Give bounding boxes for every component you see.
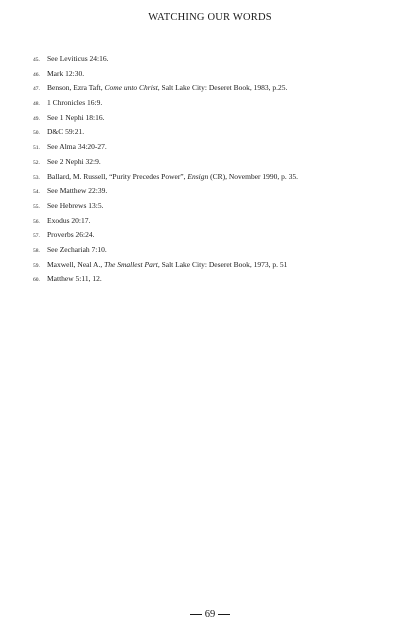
endnote-number: 55. — [33, 203, 40, 210]
book-title: Come unto Christ — [104, 83, 158, 93]
endnote — [33, 216, 400, 231]
endnote-number: 58. — [33, 247, 40, 254]
endnote-text: See Zechariah 7:10. — [47, 244, 107, 254]
endnote-number: 48. — [33, 101, 40, 108]
endnote — [33, 142, 400, 157]
endnote — [33, 54, 400, 69]
endnote — [33, 245, 400, 260]
folio-rule-right — [218, 614, 230, 615]
endnote — [33, 113, 400, 128]
endnote-number: 59. — [33, 262, 40, 269]
endnote-number: 50. — [33, 130, 40, 137]
running-head: WATCHING OUR WORDS — [148, 12, 272, 23]
endnote-number: 49. — [33, 115, 40, 122]
endnote-text: Ballard, M. Russell, “Purity Precedes Power”, Ensign (CR), November 1990, p. 35. — [47, 171, 299, 181]
endnote-text: See Alma 34:20-27. — [47, 142, 107, 152]
endnote — [33, 230, 400, 245]
endnote — [33, 260, 400, 275]
endnote-number: 46. — [33, 71, 40, 78]
endnote-number: 54. — [33, 189, 40, 196]
endnote — [33, 69, 400, 84]
endnote-text: Benson, Ezra Taft, Come unto Christ, Salt Lake City: Deseret Book, 1983, p.25. — [47, 83, 288, 93]
periodical-title: Ensign — [187, 171, 209, 181]
page-number: 69 — [204, 609, 216, 620]
endnote-text: D&C 59:21. — [47, 127, 85, 137]
endnote-number: 45. — [33, 57, 40, 63]
endnote — [33, 186, 400, 201]
endnote-number: 51. — [33, 145, 40, 152]
endnote-number: 53. — [33, 174, 40, 181]
endnote-text: See Matthew 22:39. — [47, 186, 108, 196]
page-number-footer — [0, 609, 420, 620]
endnote-number: 56. — [33, 218, 40, 225]
endnote-text: Exodus 20:17. — [47, 215, 91, 225]
endnote — [33, 157, 400, 172]
endnote — [33, 274, 400, 289]
endnote — [33, 98, 400, 113]
endnote-text: See Leviticus 24:16. — [47, 54, 109, 63]
endnote-number: 60. — [33, 277, 40, 284]
endnote-text: 1 Chronicles 16:9. — [47, 98, 103, 108]
endnote-number: 57. — [33, 233, 40, 240]
endnote — [33, 172, 400, 187]
endnote-text: Maxwell, Neal A., The Smallest Part, Salt Lake City: Deseret Book, 1973, p. 51 — [47, 259, 288, 269]
endnote-text: Matthew 5:11, 12. — [47, 274, 102, 284]
endnote — [33, 83, 400, 98]
folio-rule-left — [190, 614, 202, 615]
endnote-text: Mark 12:30. — [47, 68, 85, 78]
endnote — [33, 127, 400, 142]
endnote-number: 52. — [33, 159, 40, 166]
endnote-text: Proverbs 26:24. — [47, 230, 95, 240]
book-title: The Smallest Part — [104, 259, 158, 269]
endnotes-list — [33, 54, 400, 289]
endnote-text: See 2 Nephi 32:9. — [47, 156, 101, 166]
endnote — [33, 201, 400, 216]
endnote-text: See Hebrews 13:5. — [47, 200, 104, 210]
endnote-text: See 1 Nephi 18:16. — [47, 112, 105, 122]
endnote-number: 47. — [33, 86, 40, 93]
